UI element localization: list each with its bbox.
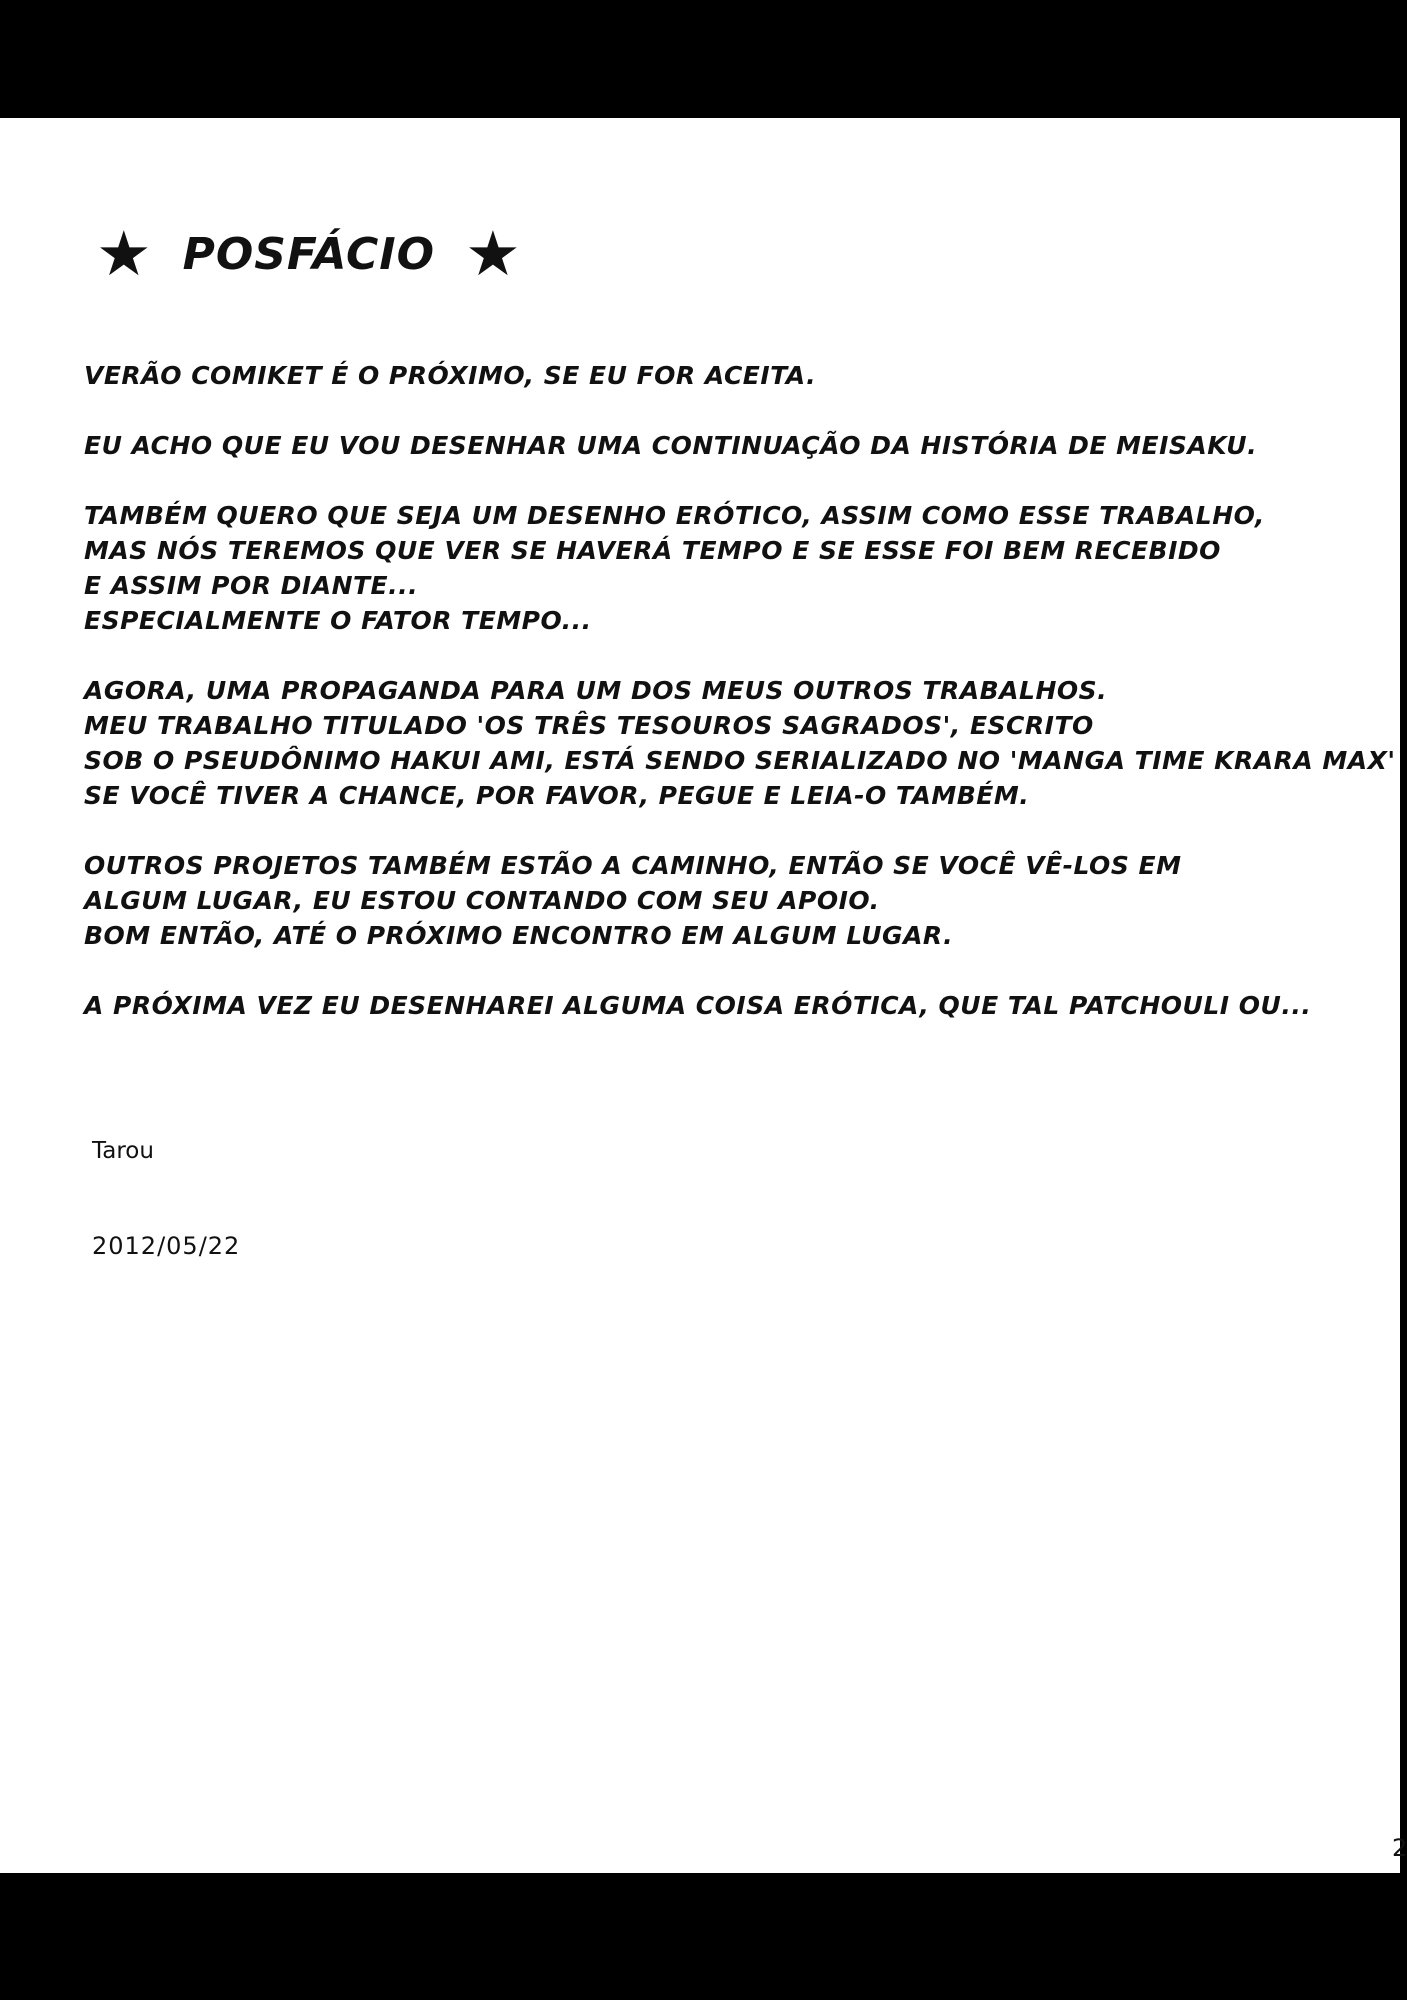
top-black-border [0, 0, 1400, 118]
text-line: VERÃO COMIKET É O PRÓXIMO, SE EU FOR ACEITA. [84, 361, 817, 390]
text-line: E ASSIM POR DIANTE... [84, 571, 419, 600]
text-line: ALGUM LUGAR, EU ESTOU CONTANDO COM SEU APOIO. [84, 886, 880, 915]
text-line: TAMBÉM QUERO QUE SEJA UM DESENHO ERÓTICO, ASSIM COMO ESSE TRABALHO, [84, 501, 1265, 530]
text-line: OUTROS PROJETOS TAMBÉM ESTÃO A CAMINHO, ENTÃO SE VOCÊ VÊ-LOS EM [84, 851, 1182, 880]
text-line: EU ACHO QUE EU VOU DESENHAR UMA CONTINUAÇÃO DA HISTÓRIA DE MEISAKU. [84, 431, 1258, 460]
text-line: MEU TRABALHO TITULADO 'OS TRÊS TESOUROS SAGRADOS', ESCRITO [84, 711, 1094, 740]
afterword-body [84, 358, 1396, 1058]
star-right-icon: ★ [465, 217, 522, 290]
paragraph-2 [84, 428, 1364, 463]
author-signature: Tarou [92, 1138, 154, 1164]
paragraph-4 [84, 673, 1396, 813]
text-line: A PRÓXIMA VEZ EU DESENHAREI ALGUMA COISA ERÓTICA, QUE TAL PATCHOULI OU... [84, 991, 1312, 1020]
paragraph-3 [84, 498, 1364, 638]
text-line: SOB O PSEUDÔNIMO HAKUI AMI, ESTÁ SENDO SERIALIZADO NO 'MANGA TIME KRARA MAX' [84, 746, 1396, 775]
star-left-icon: ★ [96, 217, 153, 290]
text-line: BOM ENTÃO, ATÉ O PRÓXIMO ENCONTRO EM ALGUM LUGAR. [84, 921, 954, 950]
title-text: POSFÁCIO [182, 228, 436, 280]
text-line: ESPECIALMENTE O FATOR TEMPO... [84, 606, 592, 635]
page-number: 2 [1392, 1834, 1407, 1862]
bottom-black-border [0, 1873, 1400, 2000]
paragraph-5 [84, 848, 1364, 953]
date-stamp: 2012/05/22 [92, 1232, 241, 1260]
text-line: MAS NÓS TEREMOS QUE VER SE HAVERÁ TEMPO E SE ESSE FOI BEM RECEBIDO [84, 536, 1221, 565]
page-title [96, 214, 522, 294]
text-line: SE VOCÊ TIVER A CHANCE, POR FAVOR, PEGUE E LEIA-O TAMBÉM. [84, 781, 1030, 810]
text-line: AGORA, UMA PROPAGANDA PARA UM DOS MEUS OUTROS TRABALHOS. [84, 676, 1108, 705]
paragraph-1 [84, 358, 1364, 393]
paragraph-6 [84, 988, 1364, 1023]
document-page [0, 118, 1407, 1873]
